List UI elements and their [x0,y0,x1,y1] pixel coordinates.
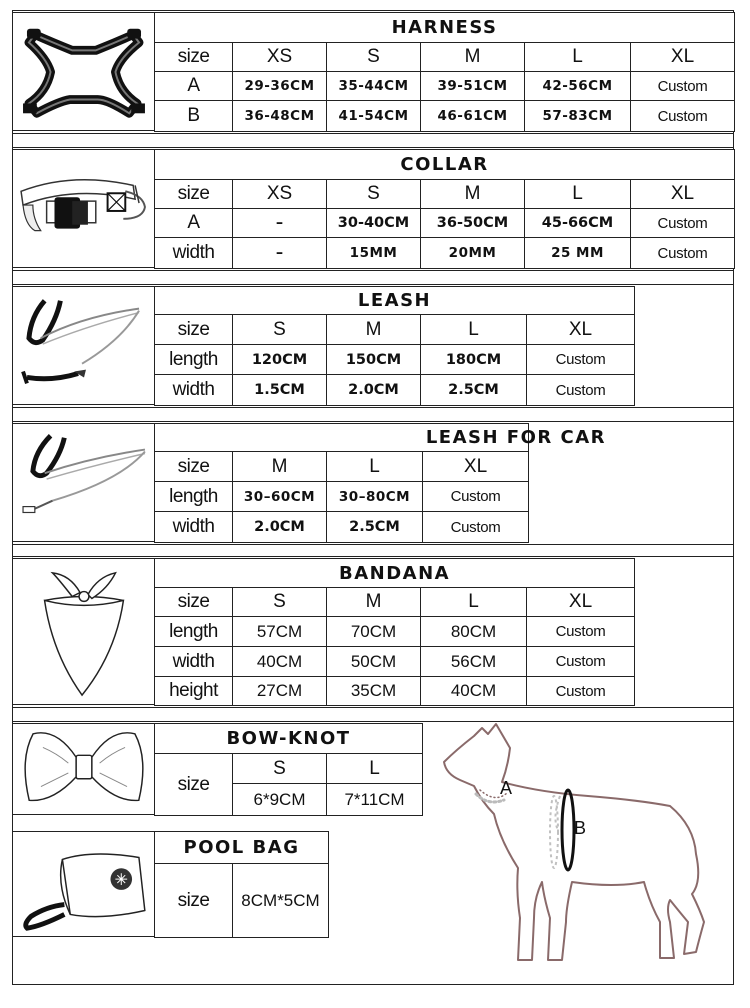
harness-header-l: L [525,43,631,72]
poolbag-title: POOL BAG [155,832,329,864]
section-divider [12,147,734,148]
collar-header-l: L [525,180,631,209]
bandana-cell: 35CM [327,677,421,706]
section-divider [12,556,734,557]
harness-title: HARNESS [155,13,735,43]
poolbag-size-table [154,831,329,938]
leash-cell: Custom [527,375,635,406]
section-divider [12,407,734,408]
harness-row-label: B [155,101,233,132]
car-leash-row-label: width [155,512,233,543]
harness-cell: 42-56CM [525,72,631,101]
collar-header-xl: XL [631,180,735,209]
car-leash-cell: 30–60CM [233,482,327,512]
collar-size-table [154,149,735,269]
collar-cell: 25 MM [525,238,631,269]
collar-header-s: S [327,180,421,209]
bandana-cell: 40CM [421,677,527,706]
bandana-row-label: length [155,617,233,647]
collar-cell: 36-50CM [421,209,525,238]
bandana-header-size: size [155,588,233,617]
harness-cell: 36-48CM [233,101,327,132]
collar-cell: Custom [631,209,735,238]
leash-image [12,286,155,405]
leash-cell: 2.5CM [421,375,527,406]
harness-cell: 46-61CM [421,101,525,132]
car-leash-image [12,423,155,542]
car-leash-header-xl: XL [423,452,529,482]
bandana-title: BANDANA [155,559,635,588]
section-divider [12,707,734,708]
bandana-header-s: S [233,588,327,617]
collar-image [12,149,155,268]
bowknot-image [12,723,155,815]
section-divider [12,544,734,545]
dog-label-a: A [500,778,513,798]
bandana-header-m: M [327,588,421,617]
bandana-cell: 70CM [327,617,421,647]
car-leash-cell: 2.5CM [327,512,423,543]
harness-cell: 35-44CM [327,72,421,101]
harness-header-m: M [421,43,525,72]
leash-cell: 2.0CM [327,375,421,406]
bowknot-header-l: L [327,754,423,784]
bandana-cell: 27CM [233,677,327,706]
leash-size-table [154,286,635,406]
collar-row-label: width [155,238,233,269]
car-leash-size-table [154,423,607,543]
car-leash-header-l: L [327,452,423,482]
car-leash-cell: Custom [423,482,529,512]
harness-header-size: size [155,43,233,72]
collar-row-label: A [155,209,233,238]
car-leash-title-text: LEASH FOR CAR [425,427,607,448]
leash-title: LEASH [155,287,635,315]
harness-cell: Custom [631,101,735,132]
harness-image [12,12,155,131]
collar-header-xs: XS [233,180,327,209]
bandana-cell: 80CM [421,617,527,647]
collar-cell: 20MM [421,238,525,269]
dog-measurement-diagram [438,722,718,974]
leash-header-l: L [421,315,527,345]
harness-cell: 41-54CM [327,101,421,132]
leash-cell: 1.5CM [233,375,327,406]
car-leash-cell: Custom [423,512,529,543]
leash-cell: 150CM [327,345,421,375]
section-divider [12,421,734,422]
bowknot-size-table [154,723,423,816]
collar-title: COLLAR [155,150,735,180]
bandana-cell: 40CM [233,647,327,677]
harness-row-label: A [155,72,233,101]
poolbag-size-label: size [155,864,233,938]
car-leash-cell: 2.0CM [233,512,327,543]
bowknot-size-label: size [155,754,233,816]
poolbag-cell: 8CM*5CM [233,864,329,938]
bandana-header-xl: XL [527,588,635,617]
bandana-cell: Custom [527,677,635,706]
poolbag-image [12,831,155,937]
bandana-image [12,558,155,705]
harness-header-s: S [327,43,421,72]
bowknot-header-s: S [233,754,327,784]
bowknot-cell: 7*11CM [327,784,423,816]
harness-header-xs: XS [233,43,327,72]
collar-cell: – [233,209,327,238]
bowknot-title: BOW-KNOT [155,724,423,754]
car-leash-cell: 30–80CM [327,482,423,512]
car-leash-header-m: M [233,452,327,482]
bowknot-cell: 6*9CM [233,784,327,816]
leash-header-size: size [155,315,233,345]
collar-cell: – [233,238,327,269]
collar-header-size: size [155,180,233,209]
collar-header-m: M [421,180,525,209]
leash-cell: 120CM [233,345,327,375]
harness-size-table [154,12,735,132]
bandana-size-table [154,558,635,706]
collar-cell: Custom [631,238,735,269]
car-leash-title [155,424,607,452]
section-divider [12,133,734,134]
leash-header-xl: XL [527,315,635,345]
collar-cell: 15MM [327,238,421,269]
car-leash-row-label: length [155,482,233,512]
bandana-row-label: height [155,677,233,706]
harness-cell: 39-51CM [421,72,525,101]
bandana-cell: 57CM [233,617,327,647]
collar-cell: 45-66CM [525,209,631,238]
bandana-cell: 50CM [327,647,421,677]
bandana-cell: Custom [527,647,635,677]
leash-cell: 180CM [421,345,527,375]
harness-cell: Custom [631,72,735,101]
bandana-row-label: width [155,647,233,677]
leash-row-label: length [155,345,233,375]
section-divider [12,270,734,271]
bandana-cell: Custom [527,617,635,647]
harness-cell: 29-36CM [233,72,327,101]
dog-label-b: B [574,818,587,838]
leash-row-label: width [155,375,233,406]
leash-header-s: S [233,315,327,345]
harness-header-xl: XL [631,43,735,72]
leash-cell: Custom [527,345,635,375]
harness-cell: 57-83CM [525,101,631,132]
bandana-cell: 56CM [421,647,527,677]
car-leash-header-size: size [155,452,233,482]
collar-cell: 30-40CM [327,209,421,238]
section-divider [12,284,734,285]
bandana-header-l: L [421,588,527,617]
leash-header-m: M [327,315,421,345]
